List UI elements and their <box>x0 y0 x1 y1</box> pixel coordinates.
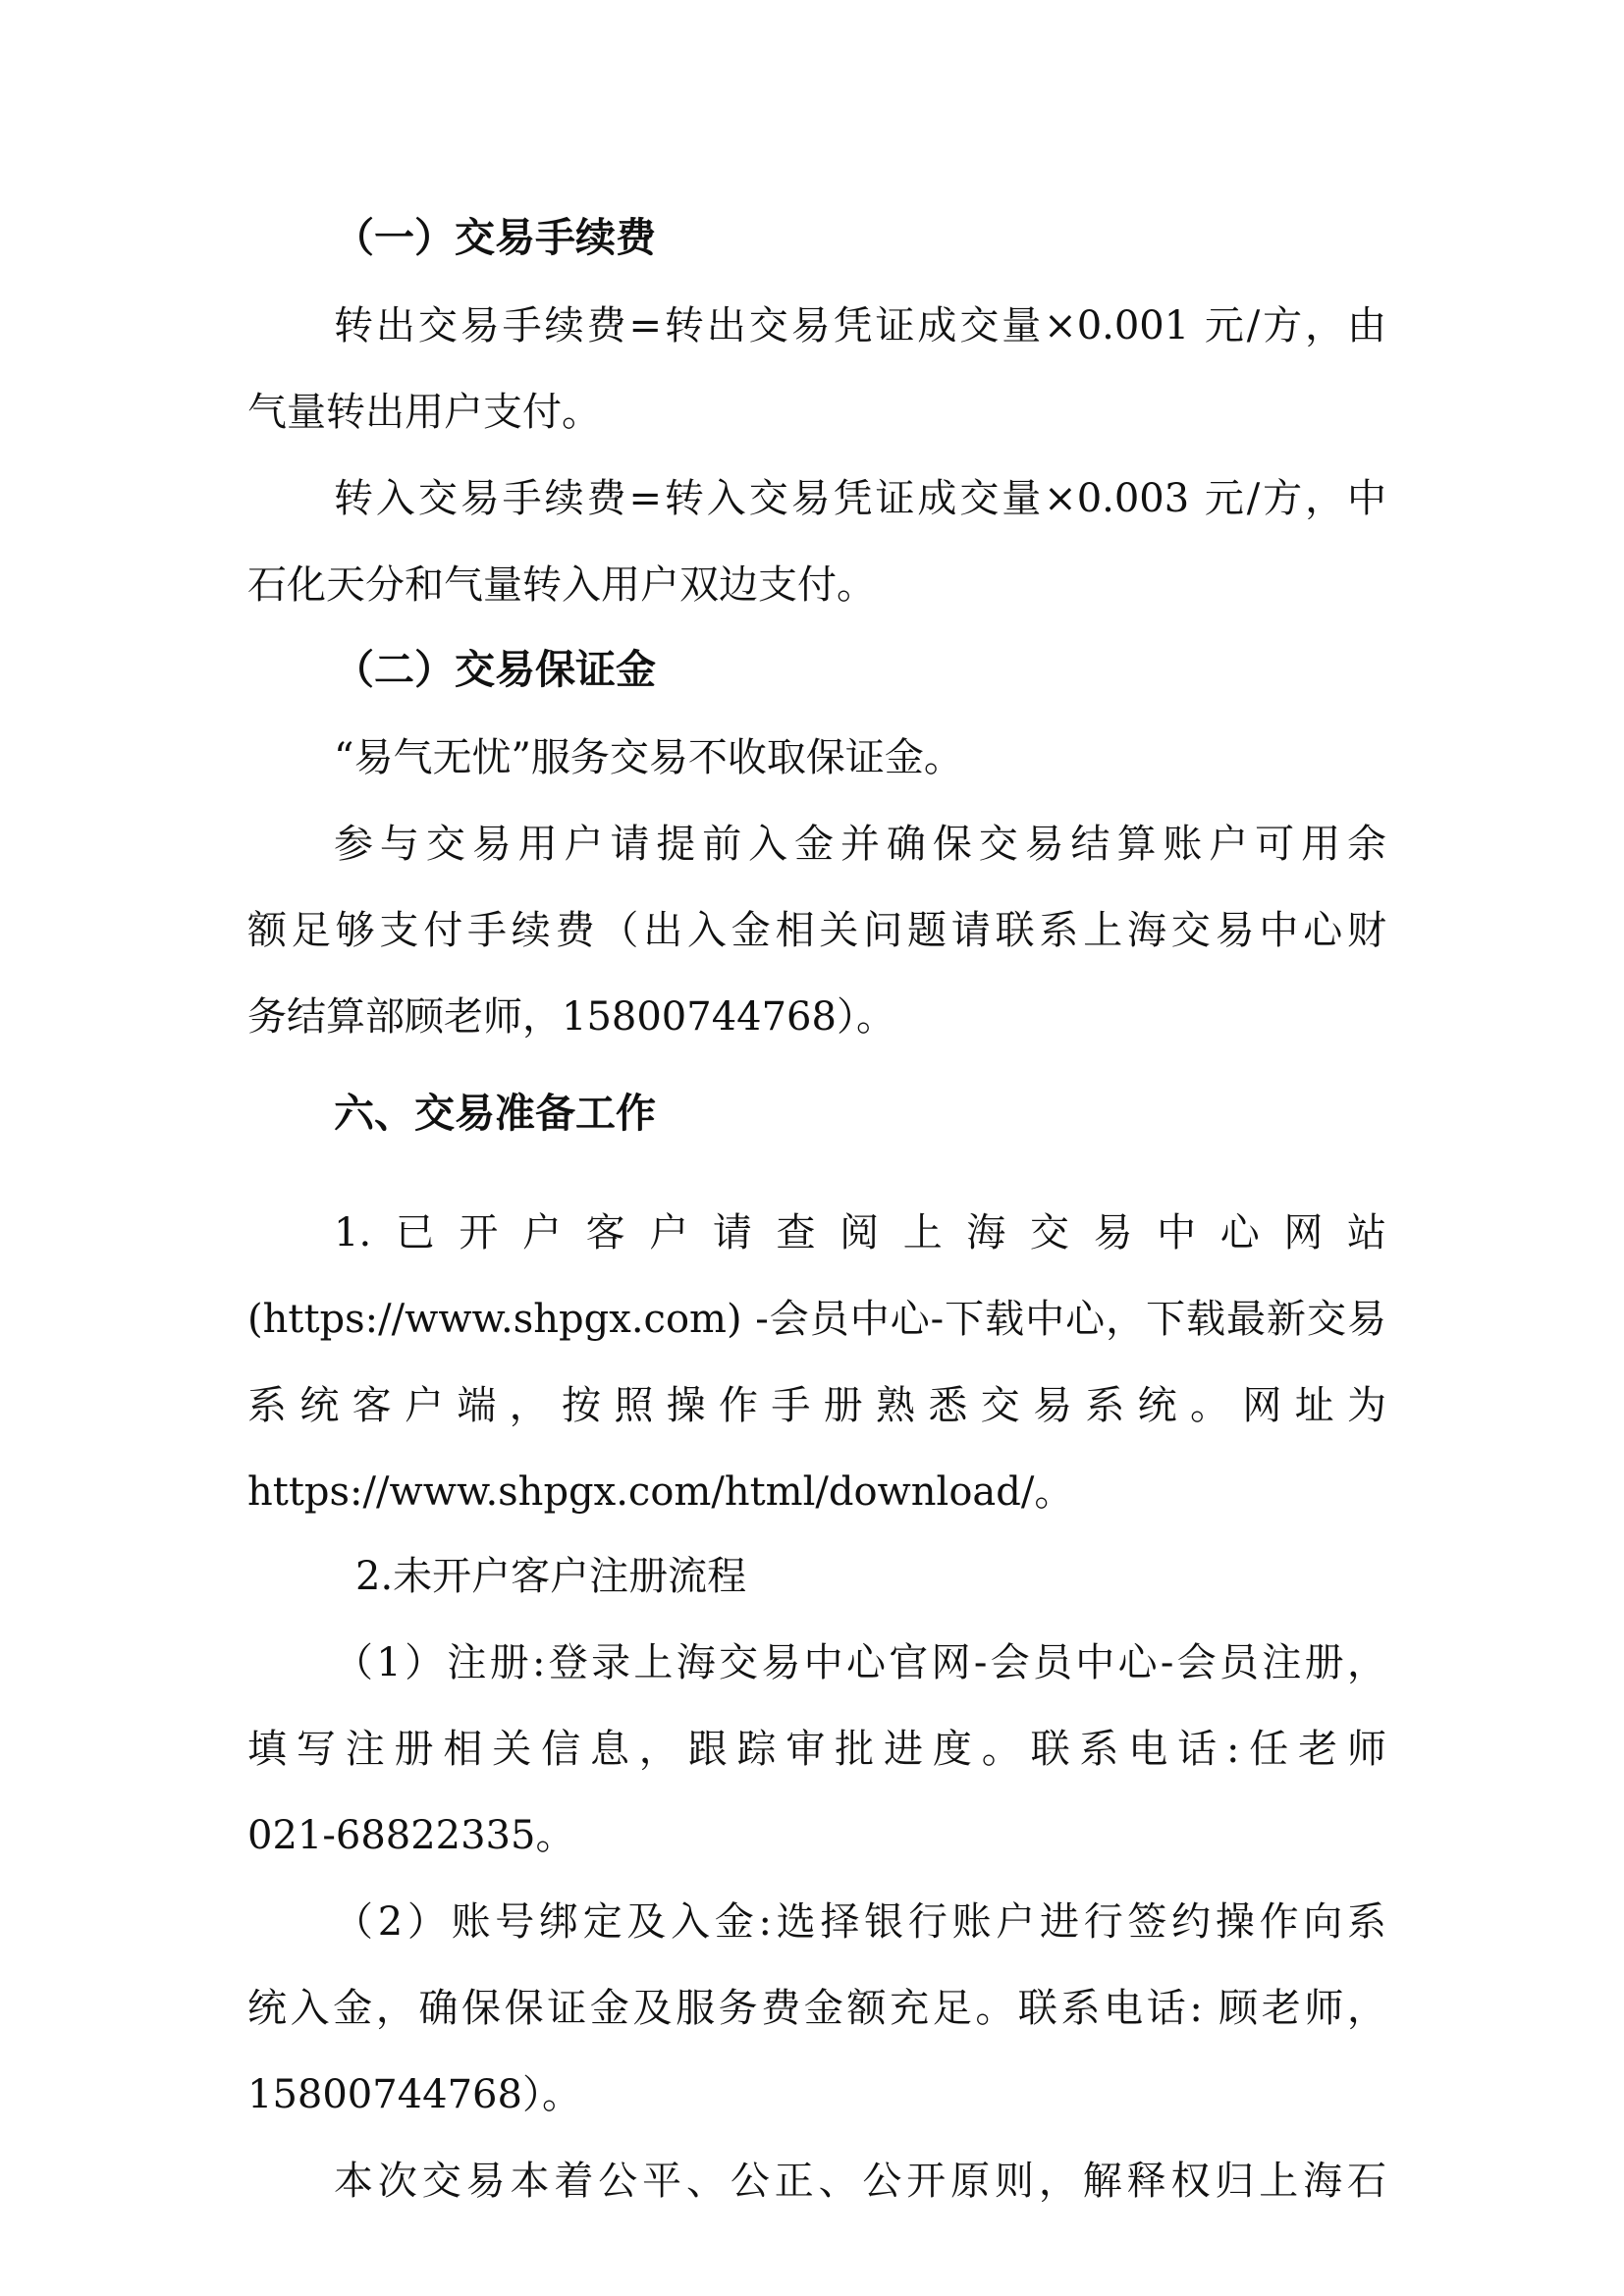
paragraph-line: 15800744768）。 <box>247 2072 581 2117</box>
paragraph-line: 系统客户端，按照操作手册熟悉交易系统。网址为 <box>247 1383 1386 1428</box>
paragraph-line: 本次交易本着公平、公正、公开原则，解释权归上海石 <box>334 2159 1386 2204</box>
paragraph-line: 填写注册相关信息，跟踪审批进度。联系电话:任老师 <box>247 1727 1386 1772</box>
section-heading: （二）交易保证金 <box>334 646 656 693</box>
paragraph-line: 务结算部顾老师，15800744768）。 <box>247 994 895 1040</box>
paragraph-line: （2）账号绑定及入金:选择银行账户进行签约操作向系 <box>334 1899 1386 1945</box>
paragraph-line: 021-68822335。 <box>247 1813 575 1858</box>
paragraph-line: 额足够支付手续费（出入金相关问题请联系上海交易中心财 <box>247 908 1386 953</box>
section-heading: （一）交易手续费 <box>334 214 656 261</box>
paragraph-line: 转入交易手续费=转入交易凭证成交量×0.003 元/方，中 <box>334 476 1386 521</box>
paragraph-line: 转出交易手续费=转出交易凭证成交量×0.001 元/方，由 <box>334 303 1386 348</box>
paragraph-line: 参与交易用户请提前入金并确保交易结算账户可用余 <box>334 822 1386 867</box>
paragraph-line: 2.未开户客户注册流程 <box>355 1554 747 1599</box>
paragraph-line: （1）注册:登录上海交易中心官网-会员中心-会员注册， <box>334 1640 1386 1685</box>
paragraph-line: (https://www.shpgx.com) -会员中心-下载中心，下载最新交易 <box>247 1297 1386 1342</box>
paragraph-line: 统入金，确保保证金及服务费金额充足。联系电话: 顾老师， <box>247 1986 1386 2031</box>
paragraph-line: 气量转出用户支付。 <box>247 390 601 435</box>
paragraph-line: “易气无忧”服务交易不收取保证金。 <box>334 735 963 780</box>
section-heading: 六、交易准备工作 <box>334 1090 656 1137</box>
paragraph-line: 石化天分和气量转入用户双边支付。 <box>247 562 876 608</box>
paragraph-line: 1.已开户客户请查阅上海交易中心网站 <box>334 1210 1386 1255</box>
paragraph-line: https://www.shpgx.com/html/download/。 <box>247 1469 1074 1515</box>
